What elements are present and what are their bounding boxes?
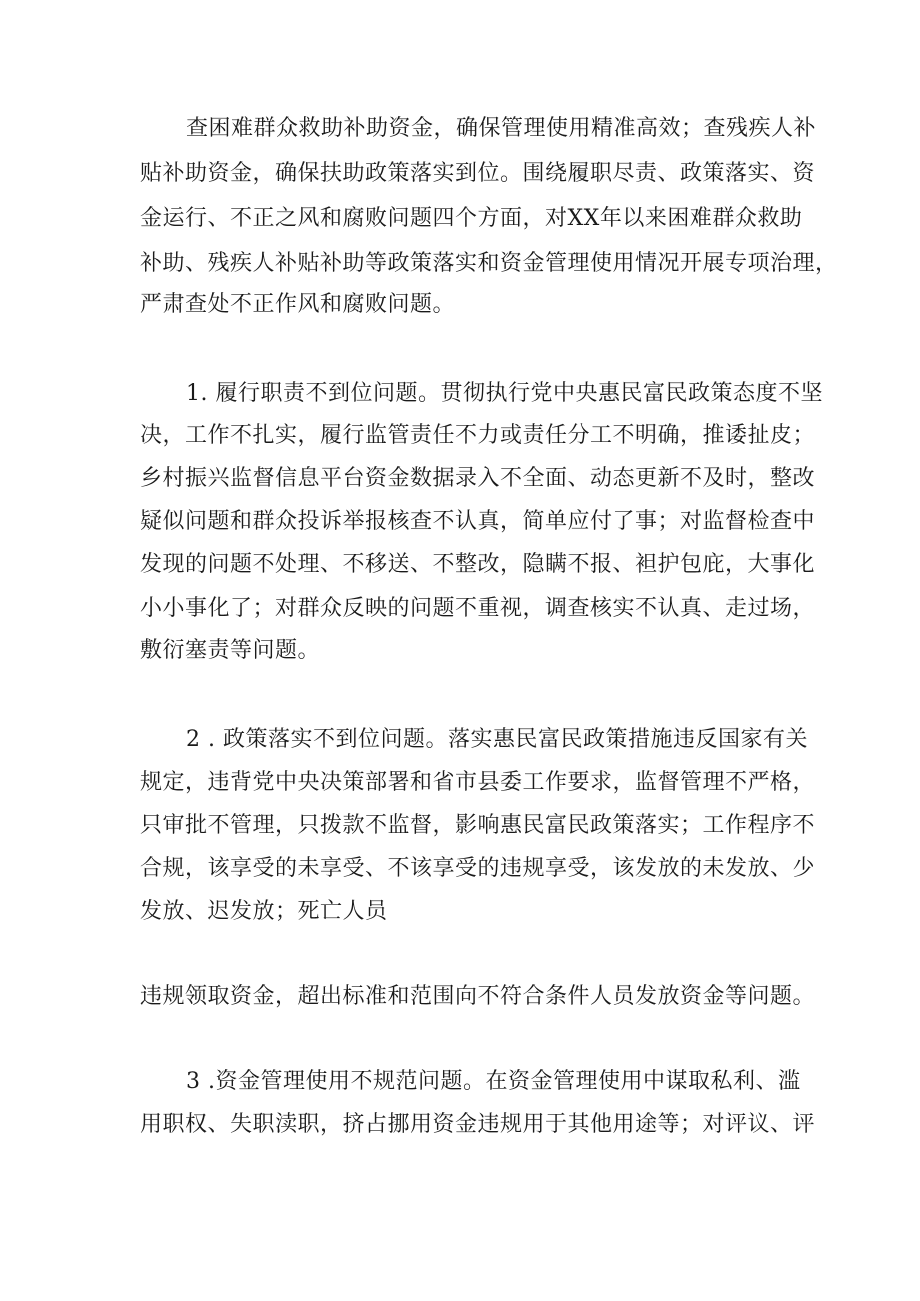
paragraph-3-line-2: 规定，违背党中央决策部署和省市县委工作要求，监督管理不严格，	[140, 770, 816, 795]
paragraph-4-line-1: 违规领取资金，超出标准和范围向不符合条件人员发放资金等问题。	[140, 984, 816, 1009]
paragraph-3-line-3: 只审批不管理，只拨款不监督，影响惠民富民政策落实；工作程序不	[140, 813, 816, 838]
paragraph-5-line-1: 3 .资金管理使用不规范问题。在资金管理使用中谋取私利、滥	[186, 1069, 801, 1094]
paragraph-2-line-2: 决，工作不扎实，履行监管责任不力或责任分工不明确，推诿扯皮；	[140, 423, 816, 448]
paragraph-2-line-6: 小小事化了；对群众反映的问题不重视，调查核实不认真、走过场，	[140, 596, 816, 621]
paragraph-2-line-3: 乡村振兴监督信息平台资金数据录入不全面、动态更新不及时，整改	[140, 466, 816, 491]
paragraph-2-line-7: 敷衍塞责等问题。	[140, 638, 321, 663]
paragraph-2-line-4: 疑似问题和群众投诉举报核查不认真，简单应付了事；对监督检查中	[140, 509, 816, 534]
paragraph-1-line-1: 查困难群众救助补助资金，确保管理使用精准高效；查残疾人补	[186, 116, 817, 141]
paragraph-1-line-3: 金运行、不正之风和腐败问题四个方面，对XX年以来困难群众救助	[140, 206, 803, 231]
paragraph-1-line-2: 贴补助资金，确保扶助政策落实到位。围绕履职尽责、政策落实、资	[140, 161, 816, 186]
paragraph-2-line-5: 发现的问题不处理、不移送、不整改，隐瞒不报、袒护包庇，大事化	[140, 552, 816, 577]
paragraph-3-line-5: 发放、迟发放；死亡人员	[140, 899, 388, 924]
paragraph-5-line-2: 用职权、失职渎职，挤占挪用资金违规用于其他用途等；对评议、评	[140, 1112, 816, 1137]
paragraph-3-line-1: 2 . 政策落实不到位问题。落实惠民富民政策措施违反国家有关	[186, 727, 808, 752]
paragraph-1-line-4: 补助、残疾人补贴补助等政策落实和资金管理使用情况开展专项治理，	[140, 251, 838, 276]
paragraph-2-line-1: 1. 履行职责不到位问题。贯彻执行党中央惠民富民政策态度不坚	[186, 381, 823, 406]
paragraph-3-line-4: 合规，该享受的未享受、不该享受的违规享受，该发放的未发放、少	[140, 856, 816, 881]
paragraph-1-line-5: 严肃查处不正作风和腐败问题。	[140, 292, 456, 317]
